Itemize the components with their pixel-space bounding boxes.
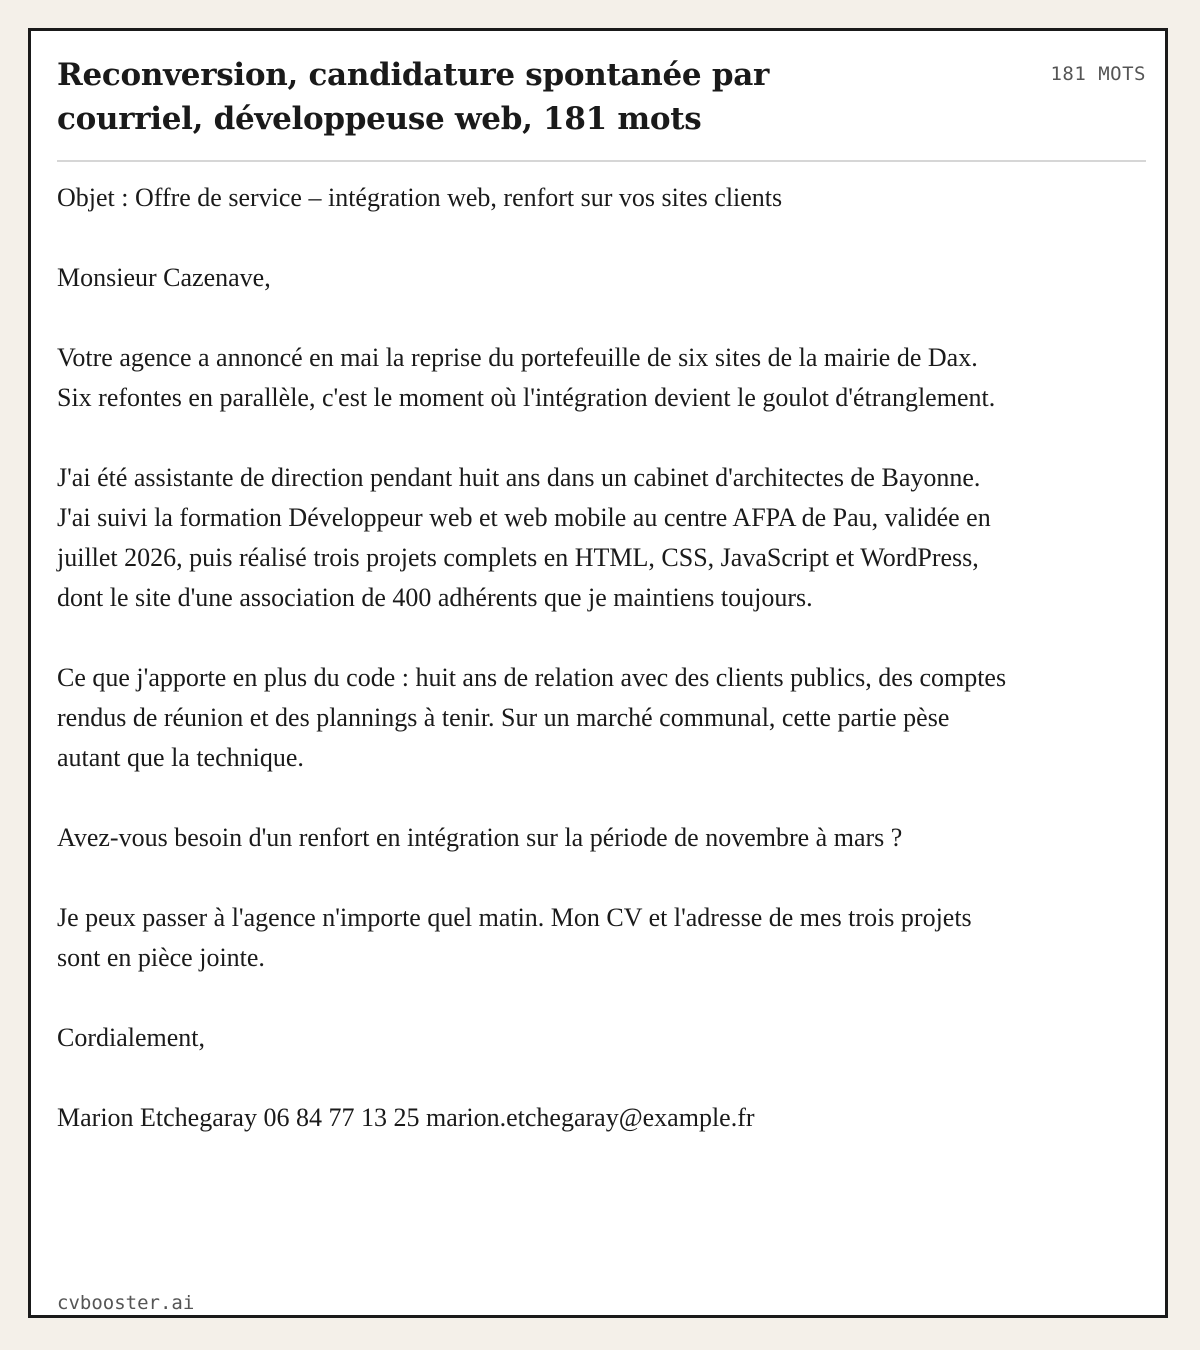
letter-paragraph: Ce que j'apporte en plus du code : huit ans de relation avec des clients publics, des comptes rendus de réunion et des plannings à tenir. Sur un marché communal, cette partie pèse autant que la technique. bbox=[57, 663, 1007, 772]
letter-closing: Cordialement, bbox=[57, 1023, 206, 1052]
letter-paragraph: Je peux passer à l'agence n'importe quel matin. Mon CV et l'adresse de mes trois projets sont en pièce jointe. bbox=[57, 903, 972, 972]
page-title: Reconversion, candidature spontanée par courriel, développeuse web, 181 mots bbox=[57, 57, 770, 137]
word-count-badge: 181 MOTS bbox=[1050, 63, 1146, 85]
letter-body bbox=[57, 178, 1017, 1138]
letter-paragraph: Avez-vous besoin d'un renfort en intégration sur la période de novembre à mars ? bbox=[57, 823, 903, 852]
letter-paragraph: Votre agence a annoncé en mai la reprise du portefeuille de six sites de la mairie de Dax. Six refontes en parallèle, c'est le moment où l'intégration devient le goulot d'étranglement. bbox=[57, 343, 996, 412]
header-divider bbox=[57, 160, 1146, 162]
brand-watermark: cvbooster.ai bbox=[57, 1292, 195, 1314]
letter-signature: Marion Etchegaray 06 84 77 13 25 marion.etchegaray@example.fr bbox=[57, 1103, 755, 1132]
letter-card bbox=[28, 28, 1168, 1318]
card-header bbox=[57, 53, 1146, 163]
letter-paragraph: J'ai été assistante de direction pendant huit ans dans un cabinet d'architectes de Bayonne. J'ai suivi la formation Développeur web et web mobile au centre AFPA de Pau, validée en juillet 2026, puis réalisé trois projets complets en HTML, CSS, JavaScript et WordPress, dont le site d'une association de 400 adhérents que je maintiens toujours. bbox=[57, 463, 991, 612]
letter-greeting: Monsieur Cazenave, bbox=[57, 263, 271, 292]
letter-subject: Objet : Offre de service – intégration web, renfort sur vos sites clients bbox=[57, 183, 783, 212]
